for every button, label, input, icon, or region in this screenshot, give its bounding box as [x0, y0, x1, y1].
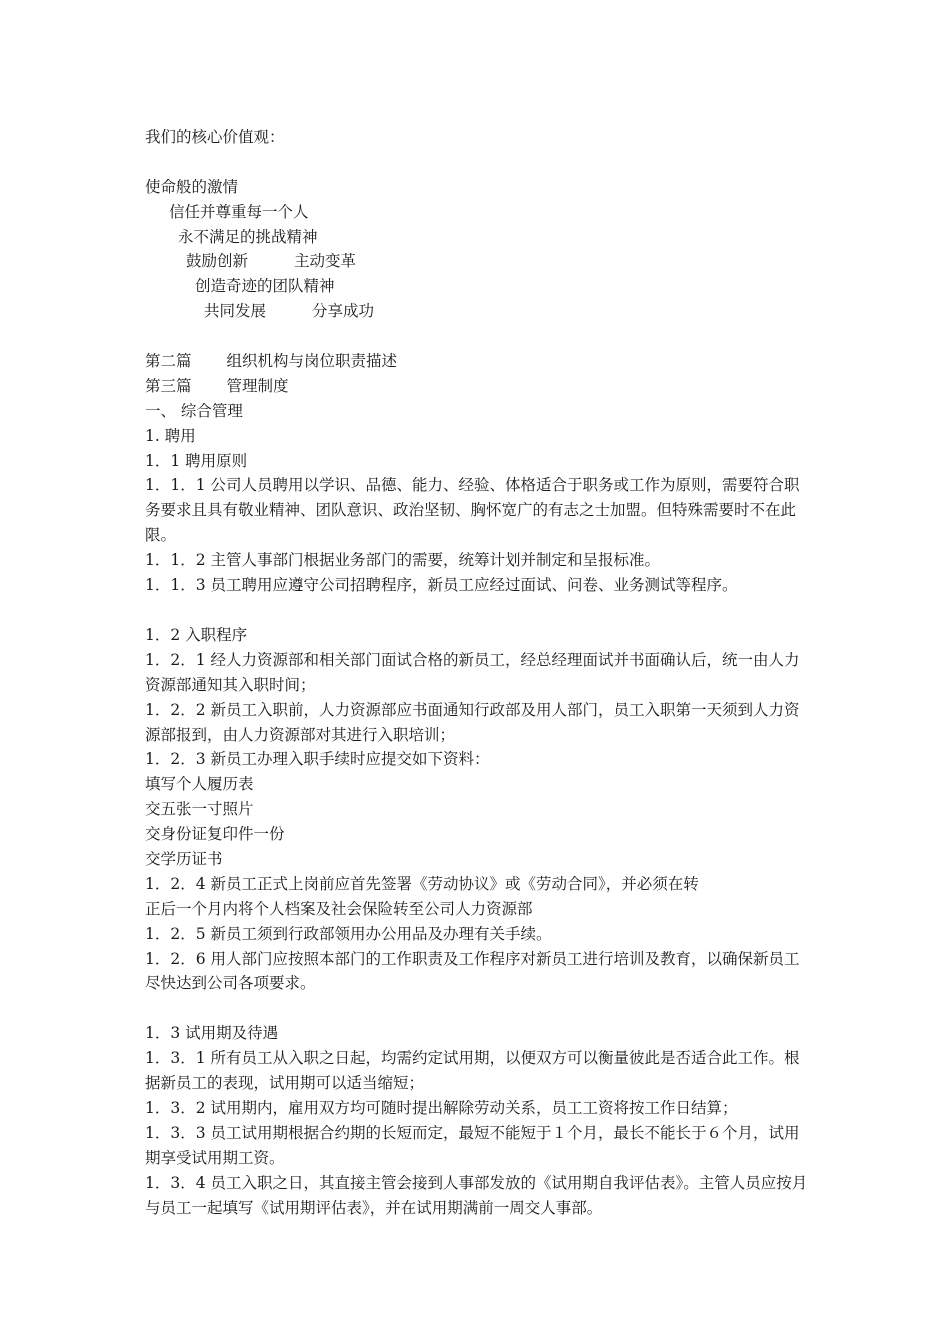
list-item: 交学历证书: [145, 849, 223, 868]
section-heading: 一、 综合管理: [145, 401, 243, 420]
chapter-title: 管理制度: [226, 376, 289, 395]
paragraph: 1．1．1 公司人员聘用以学识、品德、能力、经验、体格适合于职务或工作为原则，需要符合职务要求且具有敬业精神、团队意识、政治坚韧、胸怀宽广的有志之士加盟。但特殊需要时不在此限。: [145, 476, 800, 545]
paragraph: 1．2．3 新员工办理入职手续时应提交如下资料：: [145, 750, 490, 769]
paragraph: 1．3．1 所有员工从入职之日起，均需约定试用期，以便双方可以衡量彼此是否适合此工作。根据新员工的表现，试用期可以适当缩短；: [145, 1049, 800, 1093]
spacer: [145, 996, 813, 1021]
paragraph-line: 正后一个月内将个人档案及社会保险转至公司人力资源部: [145, 899, 533, 918]
subsection-heading: 1．2 入职程序: [145, 625, 248, 644]
value-item: 信任并尊重每一个人: [169, 202, 309, 221]
paragraph: 1．2．5 新员工须到行政部领用办公用品及办理有关手续。: [145, 924, 552, 943]
paragraph-line: 1．2．4 新员工正式上岗前应首先签署《劳动协议》或《劳动合同》，并必须在转: [145, 874, 699, 893]
paragraph: 1．2．6 用人部门应按照本部门的工作职责及工作程序对新员工进行培训及教育，以确保新员工尽快达到公司各项要求。: [145, 949, 800, 993]
value-part: 共同发展: [204, 302, 267, 321]
value-item: 创造奇迹的团队精神: [195, 277, 335, 296]
value-part: 分享成功: [312, 302, 375, 321]
paragraph: 1．2．2 新员工入职前，人力资源部应书面通知行政部及用人部门，员工入职第一天须到人力资源部报到，由人力资源部对其进行入职培训；: [145, 700, 800, 744]
subsection-heading: 1．1 聘用原则: [145, 451, 248, 470]
spacer: [145, 150, 813, 175]
subsection-heading: 1．3 试用期及待遇: [145, 1024, 279, 1043]
value-item: 使命般的激情: [145, 177, 239, 196]
chapter-number: 第二篇: [145, 352, 192, 371]
value-item: [145, 249, 813, 274]
chapter-number: 第三篇: [145, 376, 192, 395]
document-body: [145, 125, 813, 1221]
spacer: [145, 598, 813, 623]
chapter-title: 组织机构与岗位职责描述: [226, 352, 398, 371]
paragraph: 1．3．3 员工试用期根据合约期的长短而定，最短不能短于１个月，最长不能长于６个月，试用期享受试用期工资。: [145, 1123, 800, 1167]
list-item: 填写个人履历表: [145, 775, 254, 794]
values-title: 我们的核心价值观：: [145, 128, 285, 146]
value-item: 永不满足的挑战精神: [178, 227, 318, 246]
paragraph: 1．1．2 主管人事部门根据业务部门的需要，统筹计划并制定和呈报标准。: [145, 551, 661, 570]
spacer: [145, 324, 813, 349]
value-item: [145, 299, 813, 324]
paragraph: 1．2．1 经人力资源部和相关部门面试合格的新员工，经总经理面试并书面确认后，统一由人力资源部通知其入职时间；: [145, 650, 800, 694]
list-item: 交五张一寸照片: [145, 800, 254, 819]
value-part: 鼓励创新: [186, 252, 249, 271]
list-item: 交身份证复印件一份: [145, 825, 285, 844]
paragraph: 1．3．2 试用期内，雇用双方均可随时提出解除劳动关系，员工工资将按工作日结算；: [145, 1098, 738, 1117]
paragraph: 1．1．3 员工聘用应遵守公司招聘程序，新员工应经过面试、问卷、业务测试等程序。: [145, 576, 738, 595]
chapter-heading: [145, 349, 813, 374]
subsection-heading: 1. 聘用: [145, 426, 196, 445]
paragraph: 1．3．4 员工入职之日，其直接主管会接到人事部发放的《试用期自我评估表》。主管人员应按月与员工一起填写《试用期评估表》，并在试用期满前一周交人事部。: [145, 1173, 808, 1217]
value-part: 主动变革: [294, 252, 357, 271]
chapter-heading: [145, 374, 813, 399]
